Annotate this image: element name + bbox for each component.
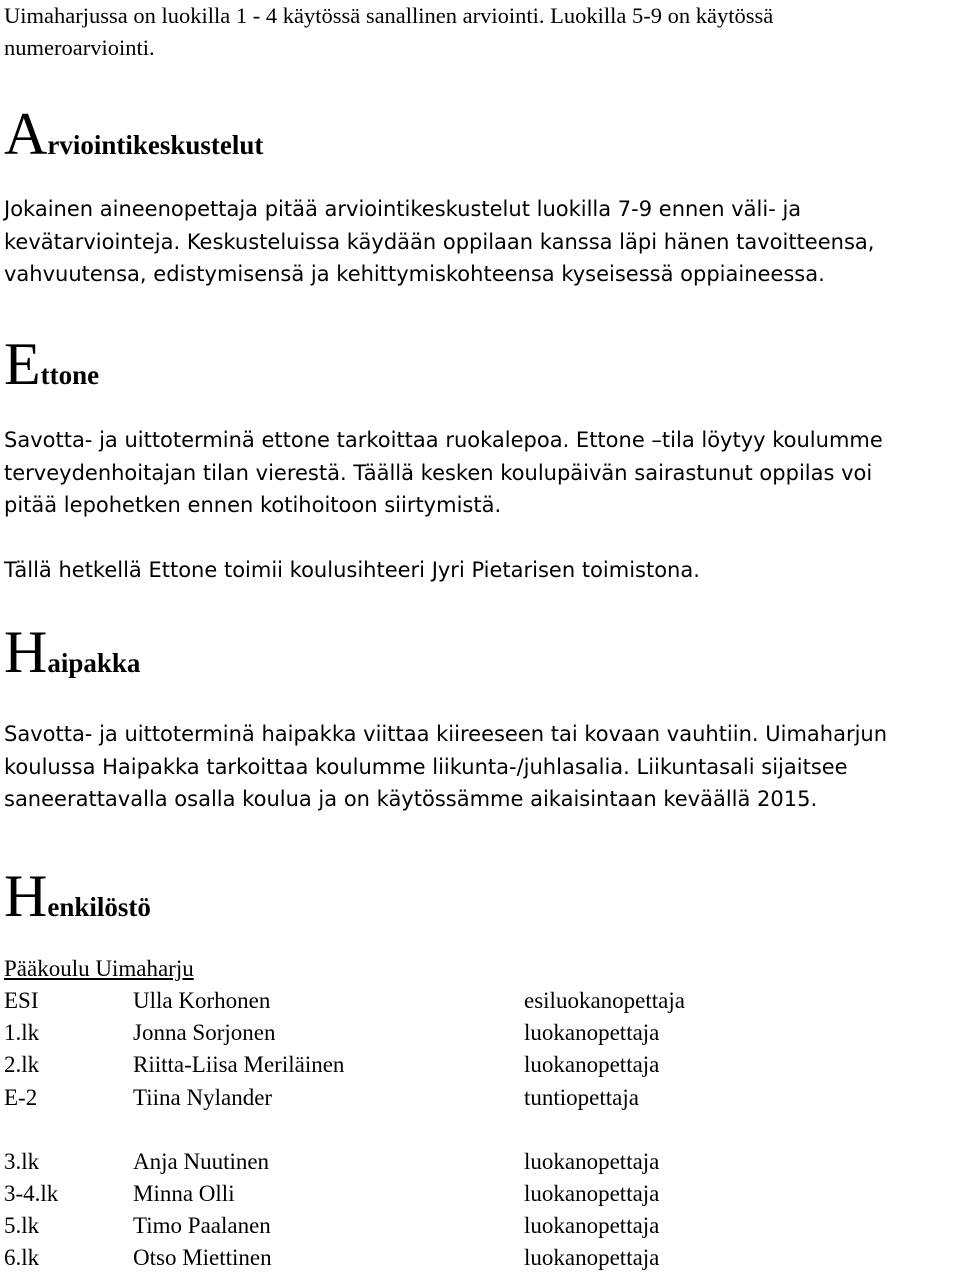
table-row [4,985,954,1017]
heading-initial: E [4,331,41,397]
staff-name: Jonna Sorjonen [133,1020,276,1046]
intro-line: Uimaharjussa on luokilla 1 - 4 käytössä sanallinen arviointi. Luokilla 5-9 on käytössä [4,3,774,28]
heading-henkilosto [4,863,151,929]
haipakka-line: koulussa Haipakka tarkoittaa koulumme liikunta-/juhlasalia. Liikuntasali sijaitsee [4,754,848,779]
staff-role: luokanopettaja [524,1052,660,1078]
heading-rest: rviointikeskustelut [47,130,264,160]
staff-role: luokanopettaja [524,1148,660,1174]
staff-class: 3.lk [4,1148,40,1174]
staff-name: Otso Miettinen [133,1245,272,1271]
staff-name: Timo Paalanen [133,1213,271,1239]
staff-class: ESI [4,988,39,1013]
table-row [4,1049,954,1081]
heading-rest: ttone [40,360,100,390]
staff-name: Minna Olli [133,1180,235,1206]
arviointi-paragraph [4,193,874,291]
haipakka-line: saneerattavalla osalla koulua ja on käytössämme aikaisintaan keväällä 2015. [4,787,818,811]
table-row [4,1210,954,1242]
arviointi-line: kevätarviointeja. Keskusteluissa käydään oppilaan kanssa läpi hänen tavoitteensa, [4,229,875,254]
haipakka-line: Savotta- ja uittoterminä haipakka viittaa kiireeseen tai kovaan vauhtiin. Uimaharjun [4,722,888,746]
arviointi-line: vahvuutensa, edistymisensä ja kehittymiskohteensa kyseisessä oppiaineessa. [4,262,825,286]
arviointi-line: Jokainen aineenopettaja pitää arviointikeskustelut luokilla 7-9 ennen väli- ja [4,197,802,221]
ettone-note [4,554,700,587]
table-row [4,1082,954,1114]
staff-class: 2.lk [4,1052,40,1078]
table-row [4,1017,954,1049]
ettone-line: Savotta- ja uittoterminä ettone tarkoittaa ruokalepoa. Ettone –tila löytyy koulumme [4,428,883,452]
ettone-line: terveydenhoitajan tilan vierestä. Täällä kesken koulupäivän sairastunut oppilas voi [4,460,873,485]
table-row [4,1146,954,1178]
heading-ettone [4,331,100,397]
intro-paragraph [4,0,773,64]
staff-class: 6.lk [4,1245,40,1271]
staff-name: Anja Nuutinen [133,1148,270,1174]
staff-name: Ulla Korhonen [133,988,271,1013]
haipakka-paragraph [4,718,887,816]
staff-class: E-2 [4,1084,38,1110]
ettone-note-line: Tällä hetkellä Ettone toimii koulusihteeri Jyri Pietarisen toimistona. [4,558,700,582]
staff-role: luokanopettaja [524,1213,660,1239]
ettone-paragraph [4,424,883,522]
staff-class: 3-4.lk [4,1180,59,1206]
table-row [4,1178,954,1210]
intro-line: numeroarviointi. [4,35,155,60]
staff-role: luokanopettaja [524,1180,660,1206]
heading-rest: aipakka [47,648,141,678]
heading-arviointikeskustelut [4,101,264,167]
staff-subtitle: Pääkoulu Uimaharju [4,956,194,981]
heading-haipakka [4,619,141,685]
heading-rest: enkilöstö [47,892,151,922]
staff-class: 1.lk [4,1020,40,1046]
table-row [4,1242,954,1274]
ettone-line: pitää lepohetken ennen kotihoitoon siirtymistä. [4,493,502,517]
staff-role: luokanopettaja [524,1245,660,1271]
staff-role: luokanopettaja [524,1020,660,1046]
staff-name: Tiina Nylander [133,1084,273,1110]
heading-initial: H [4,619,48,685]
heading-initial: H [4,863,48,929]
heading-initial: A [4,101,48,167]
staff-name: Riitta-Liisa Meriläinen [133,1052,345,1078]
staff-role: esiluokanopettaja [524,988,685,1013]
staff-table [4,985,954,1275]
staff-role: tuntiopettaja [524,1084,639,1110]
staff-class: 5.lk [4,1213,40,1239]
